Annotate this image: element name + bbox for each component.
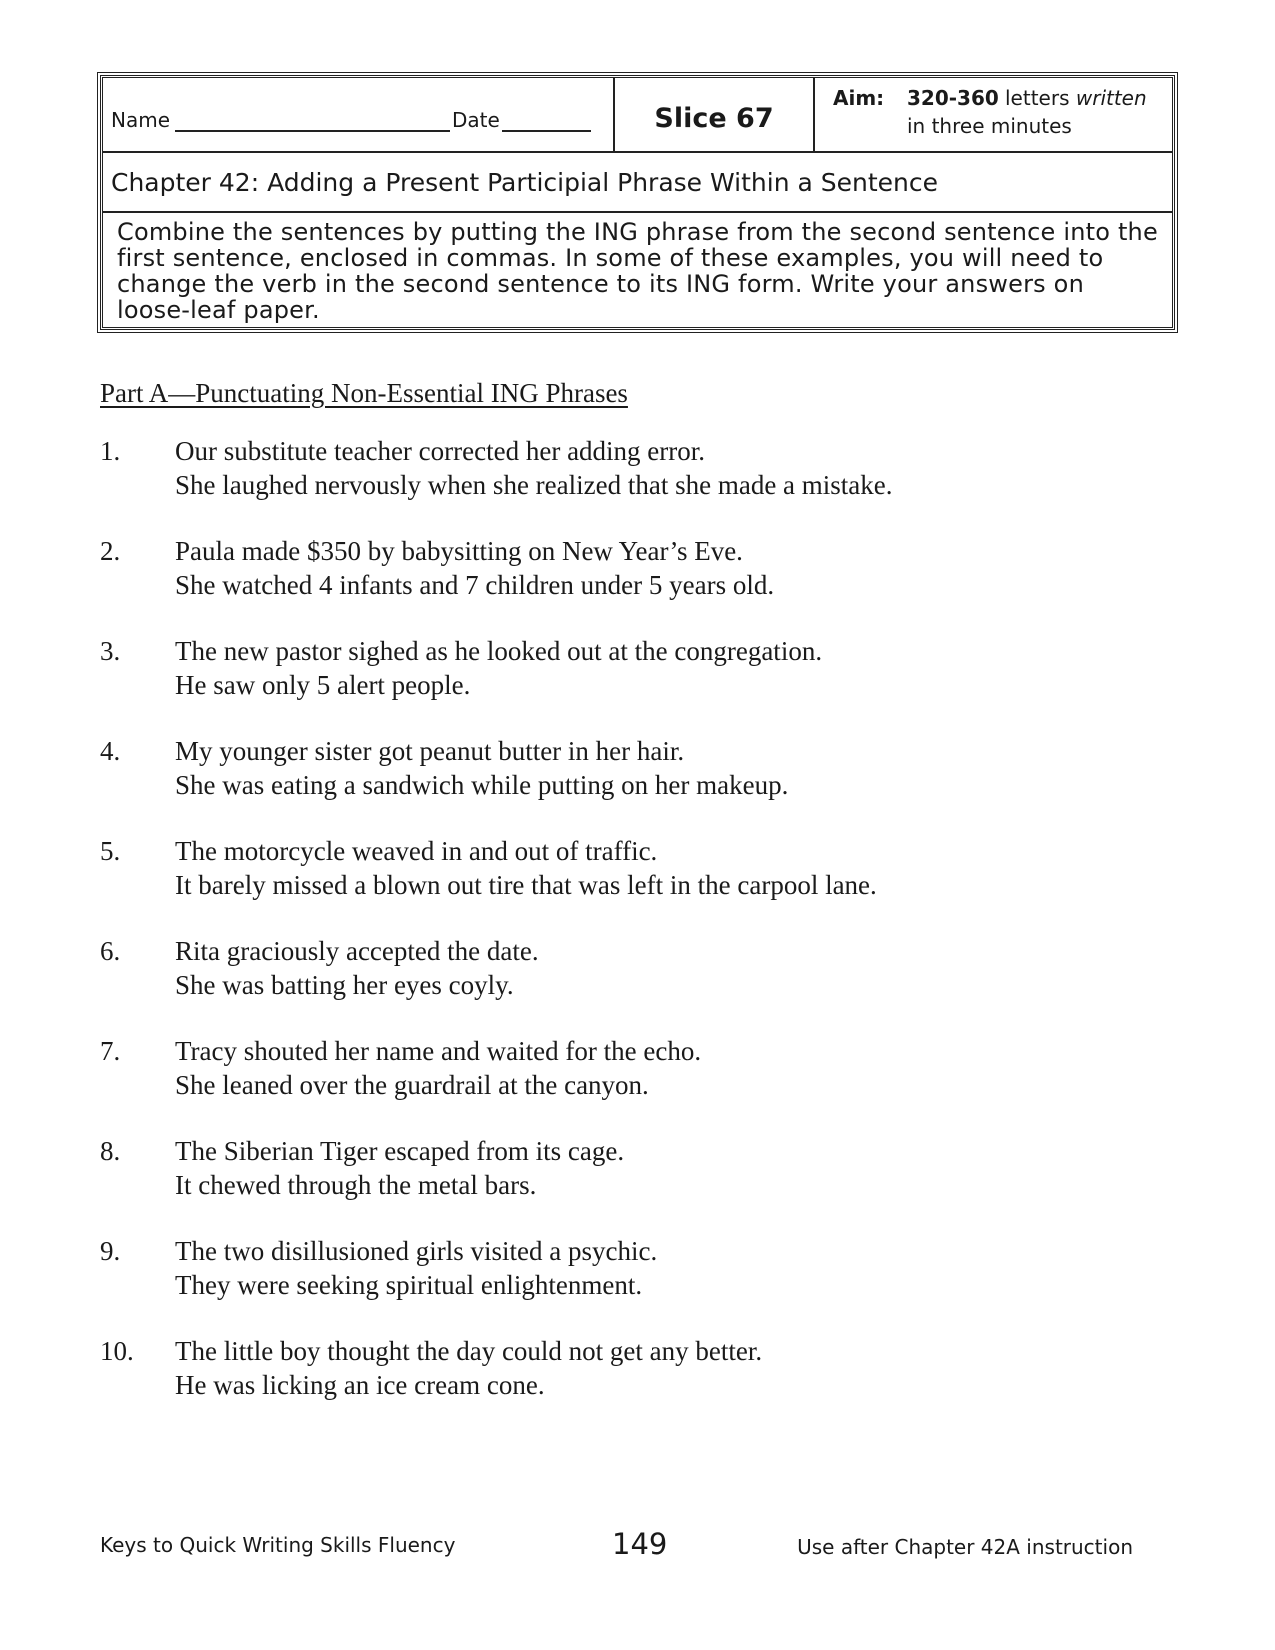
item-number: 4.	[100, 736, 121, 766]
item-sentence-2: She watched 4 infants and 7 children under 5 years old.	[175, 570, 775, 600]
item-sentence-2: He was licking an ice cream cone.	[175, 1370, 545, 1400]
item-sentence-1: Rita graciously accepted the date.	[175, 936, 539, 966]
item-number: 9.	[100, 1236, 121, 1266]
item-sentence-1: The little boy thought the day could not get any better.	[175, 1336, 763, 1366]
instructions: Combine the sentences by putting the ING phrase from the second sentence into the first sentence, enclosed in commas. In some of these examples, you will need to change the verb in the second sentence to its ING form. Write your answers on loose-leaf paper.	[117, 218, 1158, 324]
item-number: 7.	[100, 1036, 121, 1066]
item-sentence-2: It barely missed a blown out tire that was left in the carpool lane.	[175, 870, 877, 900]
item-sentence-2: It chewed through the metal bars.	[175, 1170, 537, 1200]
aim-label: Aim:	[833, 86, 885, 110]
worksheet-header	[100, 75, 1175, 330]
item-sentence-1: Tracy shouted her name and waited for the echo.	[175, 1036, 702, 1066]
item-number: 8.	[100, 1136, 121, 1166]
item-sentence-1: Paula made $350 by babysitting on New Year’s Eve.	[175, 536, 743, 566]
aim-unit-written: written	[1075, 86, 1147, 110]
part-a-title: Part A—Punctuating Non-Essential ING Phrases	[100, 378, 628, 408]
aim-time: in three minutes	[907, 114, 1072, 138]
page-number: 149	[612, 1527, 668, 1561]
item-number: 1.	[100, 436, 121, 466]
item-sentence-2: She leaned over the guardrail at the canyon.	[175, 1070, 649, 1100]
chapter-title: Chapter 42: Adding a Present Participial Phrase Within a Sentence	[103, 153, 1172, 213]
footer-usage-note: Use after Chapter 42A instruction	[797, 1535, 1133, 1559]
aim-cell	[815, 78, 1172, 151]
item-number: 3.	[100, 636, 121, 666]
item-number: 2.	[100, 536, 121, 566]
item-sentence-1: The new pastor sighed as he looked out at the congregation.	[175, 636, 823, 666]
item-sentence-2: They were seeking spiritual enlightenment.	[175, 1270, 643, 1300]
item-sentence-2: He saw only 5 alert people.	[175, 670, 471, 700]
date-label: Date	[452, 108, 500, 132]
aim-unit	[1005, 86, 1147, 110]
item-sentence-1: The two disillusioned girls visited a psychic.	[175, 1236, 658, 1266]
item-number: 10.	[100, 1336, 134, 1366]
item-sentence-2: She was eating a sandwich while putting on her makeup.	[175, 770, 789, 800]
item-sentence-1: The Siberian Tiger escaped from its cage.	[175, 1136, 625, 1166]
name-date-cell	[103, 78, 615, 151]
item-number: 6.	[100, 936, 121, 966]
aim-unit-letters: letters	[1005, 86, 1070, 110]
slice-number: Slice 67	[615, 78, 815, 151]
item-sentence-2: She laughed nervously when she realized that she made a mistake.	[175, 470, 893, 500]
item-sentence-1: Our substitute teacher corrected her adding error.	[175, 436, 706, 466]
item-sentence-1: My younger sister got peanut butter in her hair.	[175, 736, 685, 766]
name-label: Name	[111, 108, 171, 132]
item-number: 5.	[100, 836, 121, 866]
date-field[interactable]	[501, 130, 591, 132]
aim-range: 320-360	[907, 86, 999, 110]
footer-book-title: Keys to Quick Writing Skills Fluency	[100, 1533, 456, 1557]
header-row-info	[103, 78, 1172, 153]
item-sentence-1: The motorcycle weaved in and out of traffic.	[175, 836, 658, 866]
item-sentence-2: She was batting her eyes coyly.	[175, 970, 514, 1000]
